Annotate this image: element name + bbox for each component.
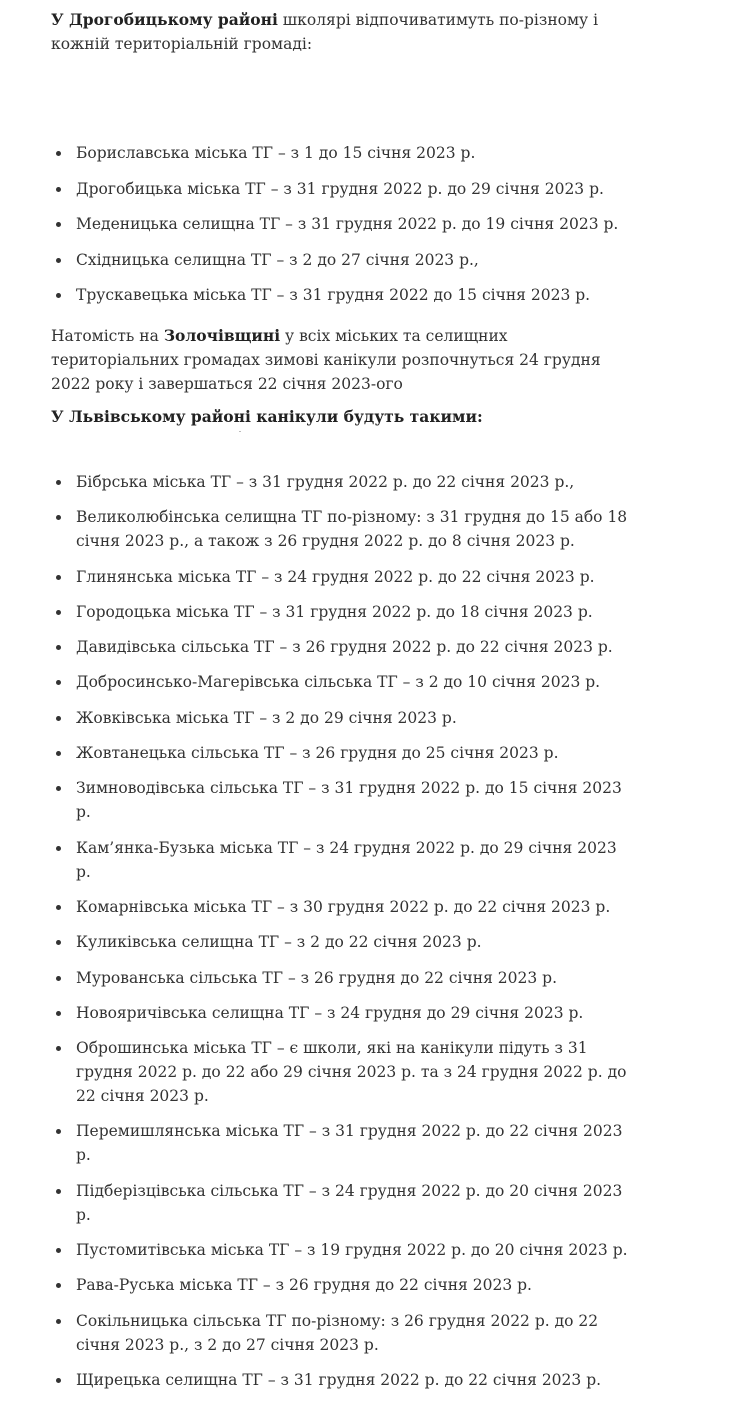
lviv-list [51, 470, 631, 1403]
lviv-heading: У Львівському районі канікули будуть такими: [51, 407, 483, 426]
list-item: Трускавецька міська ТГ – з 31 грудня 2022 до 15 січня 2023 р. [51, 283, 631, 307]
zolochiv-bold: Золочівщині [163, 326, 281, 345]
separator-dot [239, 431, 241, 432]
list-item: Меденицька селищна ТГ – з 31 грудня 2022 р. до 19 січня 2023 р. [51, 212, 631, 236]
list-item: Великолюбінська селищна ТГ по-різному: з 31 грудня до 15 або 18 січня 2023 р., а також з 26 грудня 2022 р. до 8 січня 2023 р. [51, 505, 631, 553]
list-item: Жовтанецька сільська ТГ – з 26 грудня до 25 січня 2023 р. [51, 741, 631, 765]
list-item: Підберізцівська сільська ТГ – з 24 грудня 2022 р. до 20 січня 2023 р. [51, 1179, 631, 1227]
list-item: Дрогобицька міська ТГ – з 31 грудня 2022 р. до 29 січня 2023 р. [51, 177, 631, 201]
list-item: Рава-Руська міська ТГ – з 26 грудня до 22 січня 2023 р. [51, 1273, 631, 1297]
list-item: Куликівська селищна ТГ – з 2 до 22 січня 2023 р. [51, 930, 631, 954]
list-item: Щирецька селищна ТГ – з 31 грудня 2022 р. до 22 січня 2023 р. [51, 1368, 631, 1392]
list-item: Перемишлянська міська ТГ – з 31 грудня 2022 р. до 22 січня 2023 р. [51, 1119, 631, 1167]
list-item: Глинянська міська ТГ – з 24 грудня 2022 р. до 22 січня 2023 р. [51, 565, 631, 589]
list-item: Кам’янка-Бузька міська ТГ – з 24 грудня 2022 р. до 29 січня 2023 р. [51, 836, 631, 884]
zolochiv-before: Натомість на [51, 327, 164, 345]
list-item: Новояричівська селищна ТГ – з 24 грудня до 29 січня 2023 р. [51, 1001, 631, 1025]
zolochiv-paragraph [51, 324, 631, 396]
list-item: Сокільницька сільська ТГ по-різному: з 26 грудня 2022 р. до 22 січня 2023 р., з 2 до 27 січня 2023 р. [51, 1309, 631, 1357]
list-item: Східницька селищна ТГ – з 2 до 27 січня 2023 р., [51, 248, 631, 272]
list-item: Пустомитівська міська ТГ – з 19 грудня 2022 р. до 20 січня 2023 р. [51, 1238, 631, 1262]
list-item: Бібрська міська ТГ – з 31 грудня 2022 р. до 22 січня 2023 р., [51, 470, 631, 494]
list-item: Давидівська сільська ТГ – з 26 грудня 2022 р. до 22 січня 2023 р. [51, 635, 631, 659]
intro-paragraph [51, 8, 631, 56]
list-item: Зимноводівська сільська ТГ – з 31 грудня 2022 р. до 15 січня 2023 р. [51, 776, 631, 824]
list-item: Добросинсько-Магерівська сільська ТГ – з 2 до 10 січня 2023 р. [51, 670, 631, 694]
zolochiv-after: у всіх міських та селищних територіальних громадах зимові канікули розпочнуться 24 грудня 2022 року і завершаться 22 січня 2023-ого [51, 327, 601, 393]
intro-text: школярі відпочиватимуть по-різному і кожній територіальній громаді: [51, 11, 599, 53]
drohobych-list [51, 141, 631, 319]
list-item: Комарнівська міська ТГ – з 30 грудня 2022 р. до 22 січня 2023 р. [51, 895, 631, 919]
intro-bold: У Дрогобицькому районі [51, 10, 278, 29]
list-item: Городоцька міська ТГ – з 31 грудня 2022 р. до 18 січня 2023 р. [51, 600, 631, 624]
list-item: Бориславська міська ТГ – з 1 до 15 січня 2023 р. [51, 141, 631, 165]
list-item: Жовківська міська ТГ – з 2 до 29 січня 2023 р. [51, 706, 631, 730]
list-item: Мурованська сільська ТГ – з 26 грудня до 22 січня 2023 р. [51, 966, 631, 990]
list-item: Оброшинська міська ТГ – є школи, які на канікули підуть з 31 грудня 2022 р. до 22 або 29 січня 2023 р. та з 24 грудня 2022 р. до 22 січня 2023 р. [51, 1036, 631, 1108]
